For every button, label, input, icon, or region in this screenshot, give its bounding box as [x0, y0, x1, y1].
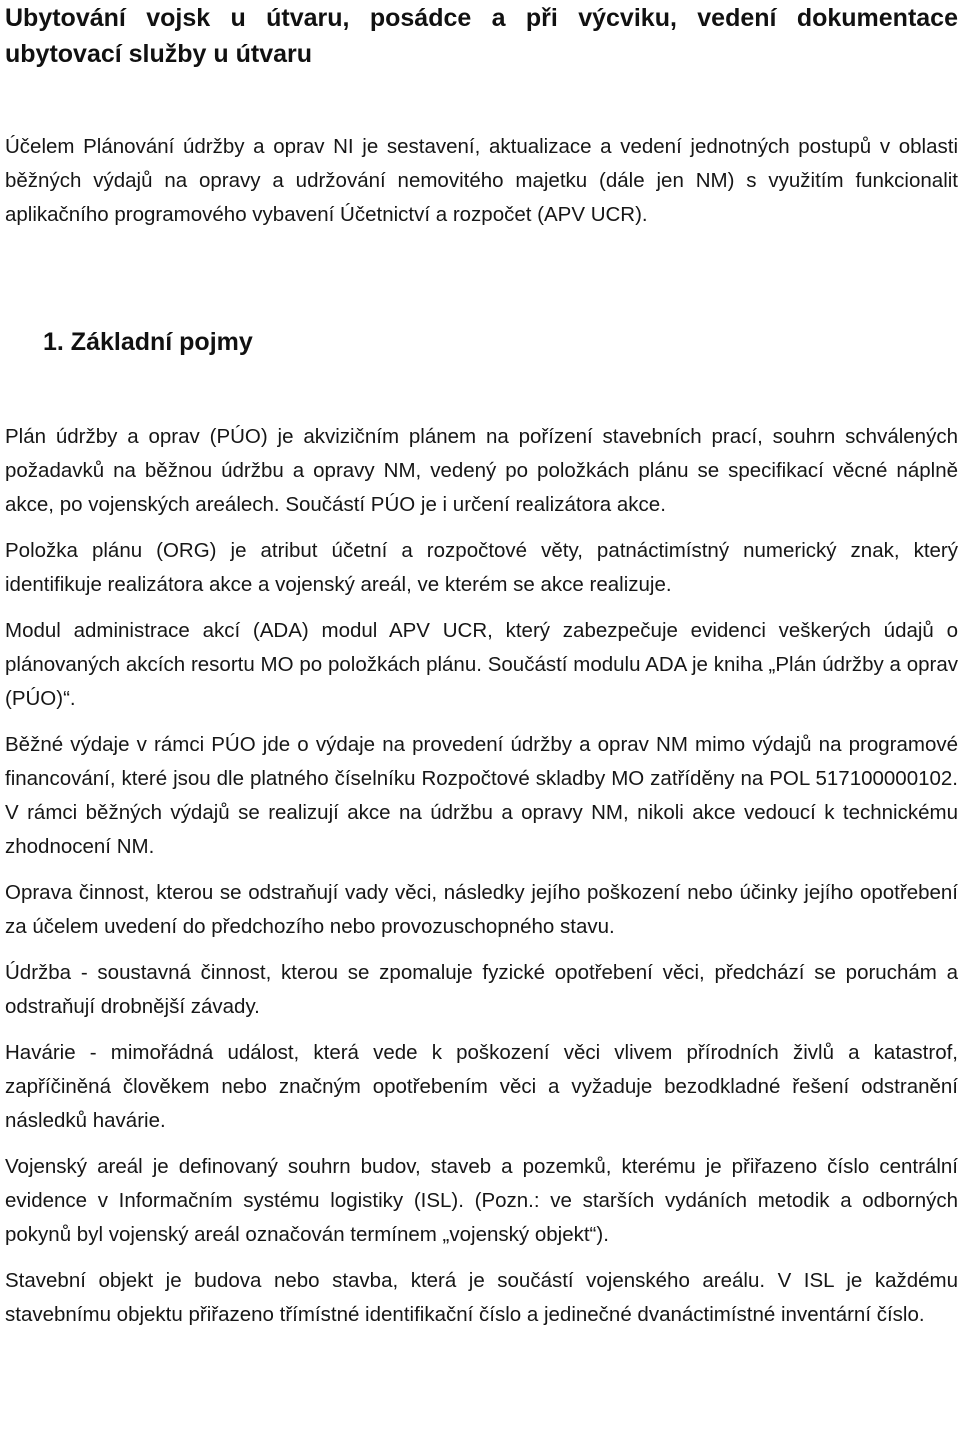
definition-bezne-vydaje: Běžné výdaje v rámci PÚO jde o výdaje na provedení údržby a oprav NM mimo výdajů na programové financování, které jsou dle platného číselníku Rozpočtové skladby MO zatříděny na POL 517100000102. V rámci běžných výdajů se realizují akce na údržbu a opravy NM, nikoli akce vedoucí k technickému zhodnocení NM.	[5, 733, 958, 858]
intro-section	[5, 130, 958, 232]
definition-havarie: Havárie - mimořádná událost, která vede k poškození věci vlivem přírodních živlů a katastrof, zapříčiněná člověkem nebo značným opotřebením věci a vyžaduje bezodkladné řešení odstranění následků havárie.	[5, 1041, 958, 1132]
definition-udrzba: Údržba - soustavná činnost, kterou se zpomaluje fyzické opotřebení věci, předchází se poruchám a odstraňují drobnější závady.	[5, 961, 958, 1018]
document-title: Ubytování vojsk u útvaru, posádce a při výcviku, vedení dokumentace ubytovací služby u útvaru	[5, 4, 958, 68]
definition-oprava: Oprava činnost, kterou se odstraňují vady věci, následky jejího poškození nebo účinky jejího opotřebení za účelem uvedení do předchozího nebo provozuschopného stavu.	[5, 881, 958, 938]
definition-vojensky-areal: Vojenský areál je definovaný souhrn budov, staveb a pozemků, kterému je přiřazeno číslo centrální evidence v Informačním systému logistiky (ISL). (Pozn.: ve starších vydáních metodik a odborných pokynů byl vojenský areál označován termínem „vojenský objekt“).	[5, 1155, 958, 1246]
intro-paragraph: Účelem Plánování údržby a oprav NI je sestavení, aktualizace a vedení jednotných postupů v oblasti běžných výdajů na opravy a udržování nemovitého majetku (dále jen NM) s využitím funkcionalit aplikačního programového vybavení Účetnictví a rozpočet (APV UCR).	[5, 135, 958, 226]
definition-puo: Plán údržby a oprav (PÚO) je akvizičním plánem na pořízení stavebních prací, souhrn schválených požadavků na běžnou údržbu a opravy NM, vedený po položkách plánu se specifikací věcné náplně akce, po vojenských areálech. Součástí PÚO je i určení realizátora akce.	[5, 425, 958, 516]
definition-stavebni-objekt: Stavební objekt je budova nebo stavba, která je součástí vojenského areálu. V ISL je každému stavebnímu objektu přiřazeno třímístné identifikační číslo a jedinečné dvanáctimístné inventární číslo.	[5, 1269, 958, 1326]
section-heading: 1. Základní pojmy	[43, 328, 253, 356]
definition-ada: Modul administrace akcí (ADA) modul APV UCR, který zabezpečuje evidenci veškerých údajů o plánovaných akcích resortu MO po položkách plánu. Součástí modulu ADA je kniha „Plán údržby a oprav (PÚO)“.	[5, 619, 958, 710]
definitions-list	[5, 420, 958, 1332]
definition-org: Položka plánu (ORG) je atribut účetní a rozpočtové věty, patnáctimístný numerický znak, který identifikuje realizátora akce a vojenský areál, ve kterém se akce realizuje.	[5, 539, 958, 596]
